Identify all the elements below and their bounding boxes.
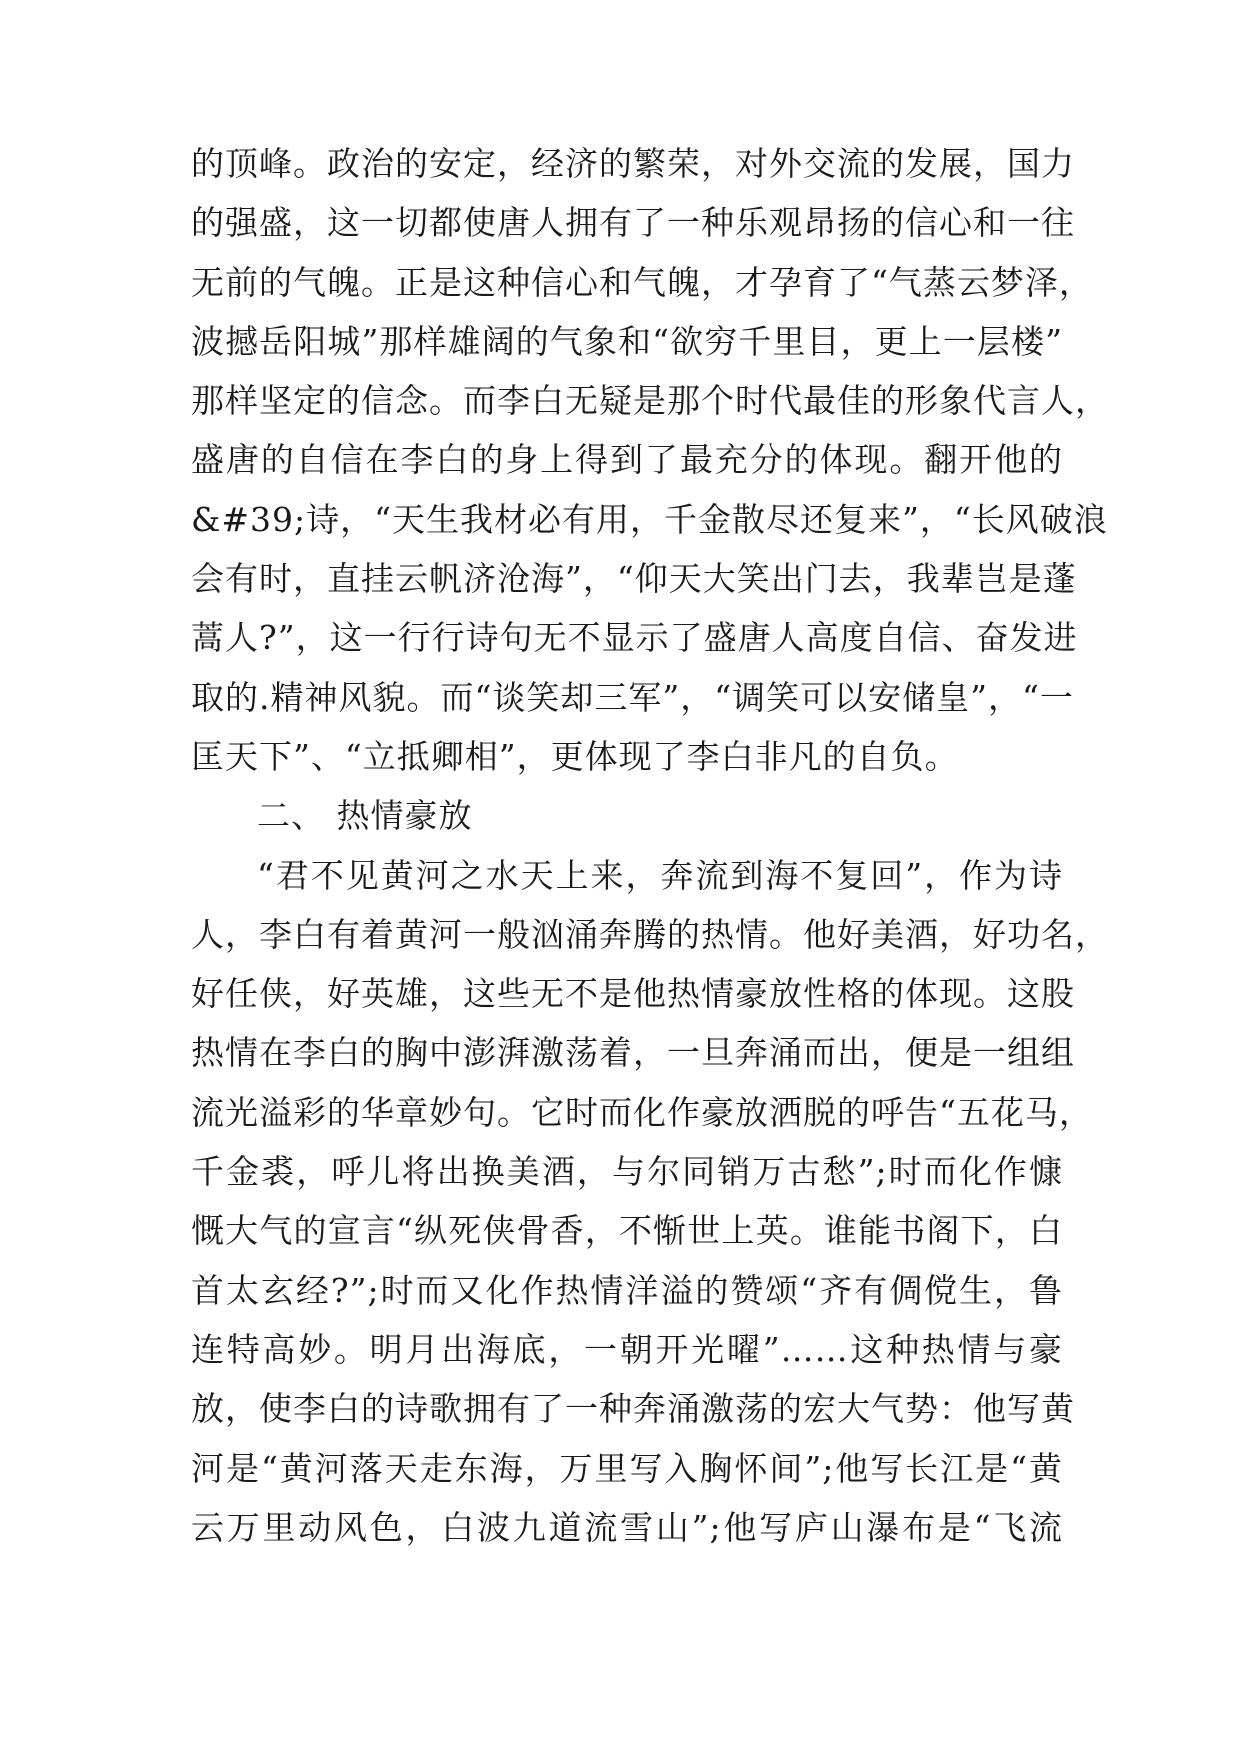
text-line: 会有时，直挂云帆济沧海”，“仰天大笑出门去，我辈岂是蓬 [191, 559, 1077, 599]
text-line: “君不见黄河之水天上来，奔流到海不复回”，作为诗 [257, 855, 1063, 895]
text-line: 盛唐的自信在李白的身上得到了最充分的体现。翻开他的 [191, 440, 1063, 480]
text-line: 那样坚定的信念。而李白无疑是那个时代最佳的形象代言人， [191, 381, 1109, 421]
text-line: 慨大气的宣言“纵死侠骨香，不惭世上英。谁能书阁下，白 [191, 1211, 1063, 1251]
text-line: &#39;诗，“天生我材必有用，千金散尽还复来”，“长风破浪 [191, 499, 1108, 539]
text-line: 热情在李白的胸中澎湃激荡着，一旦奔涌而出，便是一组组 [191, 1033, 1075, 1073]
text-line: 好任侠，好英雄，这些无不是他热情豪放性格的体现。这股 [191, 974, 1075, 1014]
text-line: 河是“黄河落天走东海，万里写入胸怀间”;他写长江是“黄 [191, 1448, 1063, 1488]
section-heading: 二、 热情豪放 [257, 796, 473, 836]
text-line: 连特高妙。明月出海底，一朝开光曜”……这种热情与豪 [191, 1329, 1063, 1369]
text-line: 云万里动风色，白波九道流雪山”;他写庐山瀑布是“飞流 [191, 1507, 1063, 1547]
text-line: 放，使李白的诗歌拥有了一种奔涌激荡的宏大气势：他写黄 [191, 1389, 1075, 1429]
text-line: 人，李白有着黄河一般汹涌奔腾的热情。他好美酒，好功名， [191, 914, 1109, 954]
text-line: 波撼岳阳城”那样雄阔的气象和“欲穷千里目，更上一层楼” [191, 321, 1063, 361]
text-line: 匡天下”、“立抵卿相”，更体现了李白非凡的自负。 [191, 736, 959, 776]
text-line: 取的.精神风貌。而“谈笑却三军”，“调笑可以安储皇”，“一 [191, 677, 1074, 717]
text-line: 首太玄经?”;时而又化作热情洋溢的赞颂“齐有倜傥生，鲁 [191, 1270, 1063, 1310]
text-line: 无前的气魄。正是这种信心和气魄，才孕育了“气蒸云梦泽， [191, 262, 1093, 302]
text-line: 千金裘，呼儿将出换美酒，与尔同销万古愁”;时而化作慷 [191, 1152, 1063, 1192]
text-line: 蒿人?”，这一行行诗句无不显示了盛唐人高度自信、奋发进 [191, 618, 1078, 658]
text-line: 流光溢彩的华章妙句。它时而化作豪放洒脱的呼告“五花马， [191, 1092, 1093, 1132]
text-line: 的顶峰。政治的安定，经济的繁荣，对外交流的发展，国力 [191, 144, 1075, 183]
text-line: 的强盛，这一切都使唐人拥有了一种乐观昂扬的信心和一往 [191, 203, 1075, 243]
body-text [191, 134, 1109, 1557]
